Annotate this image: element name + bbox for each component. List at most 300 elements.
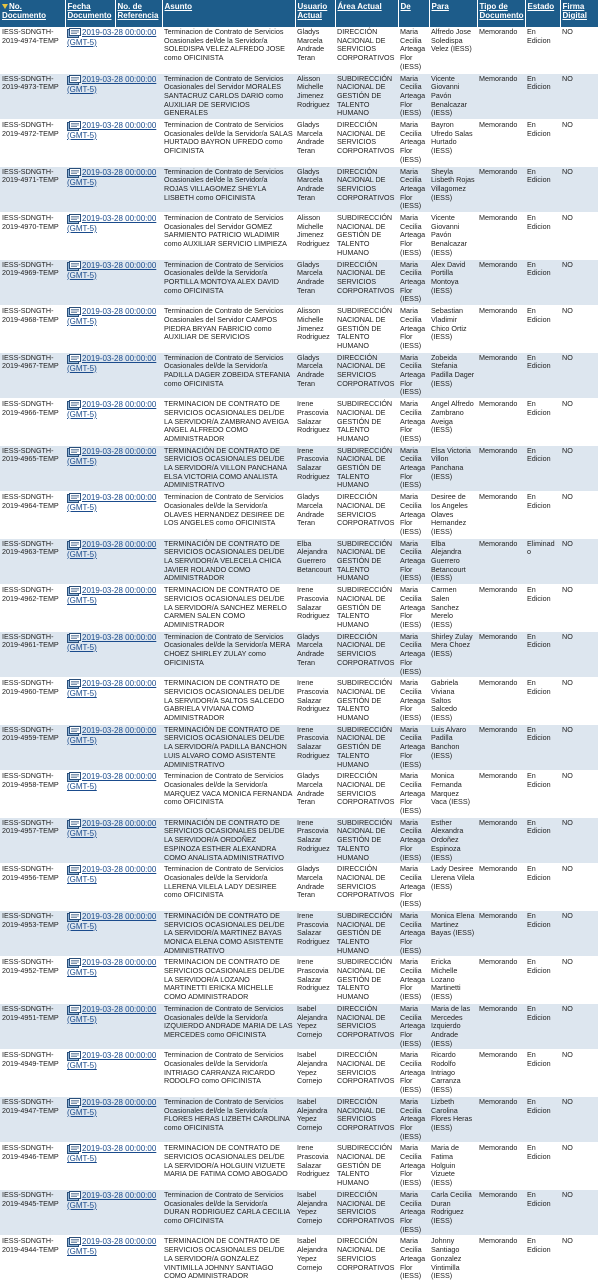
header-fecha-documento[interactable]: Fecha Documento [65,0,115,27]
table-row[interactable] [0,166,598,213]
cell-no-documento [0,213,65,260]
document-type: Memorando [479,585,518,595]
document-date-link[interactable]: 2019-03-28 00:00:00 [82,493,157,503]
current-area: SUBDIRECCIÓN NACIONAL DE GESTIÓN DE TALENTO HUMANO [337,538,393,583]
current-area: SUBDIRECCIÓN NACIONAL DE GESTIÓN DE TALENTO HUMANO [337,585,393,629]
sender: Maria Cecilia Arteaga Flor (IESS) [400,352,426,397]
cell-de [398,306,429,353]
table-row[interactable] [0,910,598,957]
table-row[interactable] [0,1050,598,1097]
document-date-link[interactable]: 2019-03-28 00:00:00 [82,353,157,363]
document-icon[interactable] [67,865,81,875]
cell-asunto [162,306,295,353]
document-subject: Terminacion de Contrato de Servicios Ocasionales del/de la Servidor/a LLERENA VILELA LADY DESIREE como OFICINISTA [164,864,284,900]
digital-signature: NO [562,817,573,827]
current-area: DIRECCIÓN NACIONAL DE SERVICIOS CORPORATIVOS [337,631,395,667]
cell-firma-digital [560,73,598,120]
table-row[interactable] [0,1003,598,1050]
header-para[interactable]: Para [429,0,477,27]
document-type: Memorando [479,492,518,502]
document-date-link[interactable]: 2019-03-28 00:00:00 [82,1097,157,1107]
document-icon[interactable] [67,261,81,271]
digital-signature: NO [562,306,573,316]
recipient: Desiree de los Angeles Olaves Hernandez (IESS) [431,492,468,536]
document-timezone-link[interactable]: (GMT-5) [67,642,97,652]
cell-tipo-documento [477,910,525,957]
document-icon[interactable] [67,214,81,224]
document-subject: TERMINACIÓN DE CONTRATO DE SERVICIOS OCASIONALES DEL/DE LA SERVIDOR/A MARTINEZ BAYAS MONICA ELENA COMO ASISTENTE ADMINISTRATIVO [164,910,285,955]
document-icon[interactable] [67,121,81,131]
cell-fecha-documento [65,631,157,678]
document-timezone-link[interactable]: (GMT-5) [67,1014,97,1024]
document-type: Memorando [479,631,518,641]
cell-de [398,910,429,957]
document-timezone-link[interactable]: (GMT-5) [67,224,97,234]
cell-tipo-documento [477,1050,525,1097]
sender: Maria Cecilia Arteaga Flor (IESS) [400,631,426,676]
cell-firma-digital [560,1189,598,1236]
document-date-link[interactable]: 2019-03-28 00:00:00 [82,1004,157,1014]
cell-area-actual [335,585,398,632]
cell-para [429,27,477,73]
sender: Maria Cecilia Arteaga Flor (IESS) [400,864,426,909]
current-area: SUBDIRECCIÓN NACIONAL DE GESTIÓN DE TALENTO HUMANO [337,724,393,769]
cell-fecha-documento [65,120,157,167]
document-icon[interactable] [67,307,81,317]
current-area: SUBDIRECCIÓN NACIONAL DE GESTIÓN DE TALENTO HUMANO [337,957,393,1002]
cell-tipo-documento [477,1096,525,1143]
document-timezone-link[interactable]: (GMT-5) [67,38,97,47]
recipient: Shirley Zulay Mera Choez (IESS) [431,631,473,659]
document-timezone-link[interactable]: (GMT-5) [67,549,97,559]
digital-signature: NO [562,585,573,595]
document-icon[interactable] [67,75,81,85]
document-type: Memorando [479,1003,518,1013]
document-timezone-link[interactable]: (GMT-5) [67,1061,97,1071]
header-area-actual[interactable]: Área Actual [335,0,398,27]
document-date-link[interactable]: 2019-03-28 00:00:00 [82,121,157,131]
document-type: Memorando [479,399,518,409]
cell-usuario-actual [295,724,335,771]
document-subject: TERMINACIÓN DE CONTRATO DE SERVICIOS OCASIONALES DEL/DE LA SERVIDOR/A ORDOÑEZ ESPINOZA ESTHER ALEXANDRA COMO ANALISTA ADMINISTRATIVO [164,817,285,862]
cell-de [398,27,429,73]
table-row[interactable] [0,120,598,167]
document-date-link[interactable]: 2019-03-28 00:00:00 [82,400,157,410]
cell-no-documento [0,538,65,585]
document-timezone-link[interactable]: (GMT-5) [67,828,97,838]
current-area: DIRECCIÓN NACIONAL DE SERVICIOS CORPORATIVOS [337,27,395,63]
cell-tipo-documento [477,724,525,771]
table-row[interactable] [0,538,598,585]
cell-area-actual [335,538,398,585]
document-icon[interactable] [67,679,81,689]
document-status: En Edicion [527,1096,551,1115]
table-row[interactable] [0,259,598,306]
document-icon[interactable] [67,28,81,38]
document-status: En Edicion [527,771,551,789]
document-timezone-link[interactable]: (GMT-5) [67,503,97,513]
cell-de [398,73,429,120]
cell-para [429,1189,477,1236]
current-area: SUBDIRECCIÓN NACIONAL DE GESTIÓN DE TALENTO HUMANO [337,817,393,862]
document-timezone-link[interactable]: (GMT-5) [67,456,97,466]
current-user: Irene Prascovia Salazar Rodriguez [297,910,330,946]
cell-asunto [162,399,295,446]
cell-tipo-documento [477,306,525,353]
header-tipo-documento[interactable]: Tipo de Documento [477,0,525,27]
cell-usuario-actual [295,259,335,306]
document-date-link[interactable]: 2019-03-28 00:00:00 [82,74,157,84]
document-icon[interactable] [67,633,81,643]
table-row[interactable] [0,352,598,399]
current-user: Irene Prascovia Salazar Rodriguez [297,445,330,481]
document-timezone-link[interactable]: (GMT-5) [67,689,97,699]
document-type: Memorando [479,352,518,362]
document-icon[interactable] [67,354,81,364]
recipient: Ericka Michelle Lozano Martinetti (IESS) [431,957,461,1002]
document-timezone-link[interactable]: (GMT-5) [67,270,97,280]
cell-no-documento [0,771,65,818]
document-icon[interactable] [67,540,81,550]
document-icon[interactable] [67,1144,81,1154]
cell-firma-digital [560,213,598,260]
header-asunto[interactable]: Asunto [162,0,295,27]
cell-tipo-documento [477,73,525,120]
cell-area-actual [335,864,398,911]
cell-asunto [162,864,295,911]
cell-asunto [162,27,295,73]
document-date-link[interactable]: 2019-03-28 00:00:00 [82,818,157,828]
document-date-link[interactable]: 2019-03-28 00:00:00 [82,1051,157,1061]
cell-no-documento [0,957,65,1004]
cell-firma-digital [560,445,598,492]
document-date-link[interactable]: 2019-03-28 00:00:00 [82,865,157,875]
cell-usuario-actual [295,864,335,911]
current-user: Isabel Alejandra Yepez Cornejo [297,1003,328,1039]
document-icon[interactable] [67,1098,81,1108]
document-subject: Terminacion de Contrato de Servicios Ocasionales del/de la Servidor/a ROJAS VILLAGOMEZ SHEYLA LISBETH como OFICINISTA [164,166,284,202]
cell-asunto [162,492,295,539]
header-no-referencia[interactable]: No. de Referencia [115,0,162,27]
cell-tipo-documento [477,1236,525,1283]
cell-estado [525,817,560,864]
cell-fecha-documento [65,213,157,260]
digital-signature: NO [562,864,573,874]
document-date-link[interactable]: 2019-03-28 00:00:00 [82,539,157,549]
document-type: Memorando [479,445,518,455]
document-timezone-link[interactable]: (GMT-5) [67,1247,97,1257]
sender: Maria Cecilia Arteaga Flor (IESS) [400,259,426,304]
digital-signature: NO [562,910,573,920]
table-row[interactable] [0,399,598,446]
document-subject: TERMINACION DE CONTRATO DE SERVICIOS OCASIONALES DEL/DE LA SERVIDOR/A SALTOS SALCEDO GABRIELA VIVIANA COMO ADMINISTRADOR [164,678,285,723]
document-icon[interactable] [67,912,81,922]
recipient: Sheyla Lisbeth Rojas Villagomez (IESS) [431,166,475,202]
sender: Maria Cecilia Arteaga Flor (IESS) [400,492,426,536]
table-row[interactable] [0,1096,598,1143]
cell-de [398,1143,429,1190]
document-icon[interactable] [67,1005,81,1015]
recipient: Vicente Giovanni Pavón Benalcazar (IESS) [431,213,467,257]
table-row[interactable] [0,585,598,632]
cell-usuario-actual [295,120,335,167]
document-subject: TERMINACIÓN DE CONTRATO DE SERVICIOS OCASIONALES DEL/DE LA SERVIDOR/A VELECELA CHICA JAVIER ROLANDO COMO ADMINISTRADOR [164,538,285,583]
document-timezone-link[interactable]: (GMT-5) [67,596,97,606]
cell-area-actual [335,399,398,446]
table-row[interactable] [0,1143,598,1190]
cell-area-actual [335,166,398,213]
table-row[interactable] [0,678,598,725]
sender: Maria Cecilia Arteaga Flor (IESS) [400,213,426,257]
cell-para [429,724,477,771]
document-number: IESS-SDNGTH-2019-4970-TEMP [2,213,59,231]
document-icon[interactable] [67,168,81,178]
cell-fecha-documento [65,492,157,539]
document-number: IESS-SDNGTH-2019-4962-TEMP [2,585,59,603]
cell-estado [525,492,560,539]
cell-tipo-documento [477,399,525,446]
table-row[interactable] [0,492,598,539]
document-number: IESS-SDNGTH-2019-4960-TEMP [2,678,59,696]
cell-firma-digital [560,306,598,353]
cell-usuario-actual [295,492,335,539]
document-date-link[interactable]: 2019-03-28 00:00:00 [82,725,157,735]
cell-para [429,1003,477,1050]
cell-asunto [162,724,295,771]
document-status: En Edicion [527,1189,551,1208]
digital-signature: NO [562,399,573,409]
document-timezone-link[interactable]: (GMT-5) [67,131,97,141]
header-estado[interactable]: Estado [525,0,560,27]
cell-usuario-actual [295,1003,335,1050]
table-row[interactable] [0,73,598,120]
cell-de [398,120,429,167]
cell-area-actual [335,213,398,260]
header-no-documento[interactable]: No. Documento [0,0,65,27]
cell-firma-digital [560,120,598,167]
table-row[interactable] [0,957,598,1004]
current-area: DIRECCIÓN NACIONAL DE SERVICIOS CORPORATIVOS [337,1236,395,1272]
cell-firma-digital [560,259,598,306]
cell-fecha-documento [65,678,157,725]
cell-para [429,771,477,818]
cell-de [398,1050,429,1097]
document-date-link[interactable]: 2019-03-28 00:00:00 [82,772,157,782]
cell-para [429,1143,477,1190]
cell-fecha-documento [65,27,157,73]
cell-tipo-documento [477,678,525,725]
recipient: Carmen Salen Sanchez Merelo (IESS) [431,585,459,629]
current-area: DIRECCIÓN NACIONAL DE SERVICIOS CORPORATIVOS [337,492,395,528]
table-row[interactable] [0,1236,598,1283]
recipient: Esther Alexandra Ordoñez Espinoza (IESS) [431,817,464,862]
document-timezone-link[interactable]: (GMT-5) [67,875,97,885]
current-user: Isabel Alejandra Yepez Cornejo [297,1236,328,1272]
document-date-link[interactable]: 2019-03-28 00:00:00 [82,1237,157,1247]
current-area: DIRECCIÓN NACIONAL DE SERVICIOS CORPORATIVOS [337,352,395,388]
cell-area-actual [335,817,398,864]
document-date-link[interactable]: 2019-03-28 00:00:00 [82,1190,157,1200]
cell-firma-digital [560,771,598,818]
current-user: Gladys Marcela Andrade Teran [297,166,325,202]
cell-asunto [162,631,295,678]
digital-signature: NO [562,1143,573,1153]
cell-firma-digital [560,957,598,1004]
sender: Maria Cecilia Arteaga Flor (IESS) [400,1096,426,1141]
document-subject: Terminacion de Contrato de Servicios Ocasionales del/de la Servidor/a FLORES HERAS LIZBETH CAROLINA como OFICINISTA [164,1096,290,1132]
cell-estado [525,957,560,1004]
document-timezone-link[interactable]: (GMT-5) [67,177,97,187]
document-date-link[interactable]: 2019-03-28 00:00:00 [82,679,157,689]
document-timezone-link[interactable]: (GMT-5) [67,410,97,420]
table-row[interactable] [0,864,598,911]
current-user: Gladys Marcela Andrade Teran [297,27,325,63]
document-date-link[interactable]: 2019-03-28 00:00:00 [82,28,157,37]
cell-no-documento [0,73,65,120]
document-icon[interactable] [67,819,81,829]
document-icon[interactable] [67,726,81,736]
document-number: IESS-SDNGTH-2019-4958-TEMP [2,771,59,789]
recipient: Lizbeth Carolina Flores Heras (IESS) [431,1096,473,1132]
document-timezone-link[interactable]: (GMT-5) [67,921,97,931]
cell-estado [525,585,560,632]
digital-signature: NO [562,631,573,641]
cell-fecha-documento [65,259,157,306]
cell-asunto [162,166,295,213]
cell-fecha-documento [65,585,157,632]
cell-area-actual [335,1189,398,1236]
cell-no-documento [0,445,65,492]
document-number: IESS-SDNGTH-2019-4966-TEMP [2,399,59,417]
document-date-link[interactable]: 2019-03-28 00:00:00 [82,1144,157,1154]
cell-no-documento [0,259,65,306]
cell-fecha-documento [65,1189,157,1236]
cell-no-documento [0,27,65,73]
document-timezone-link[interactable]: (GMT-5) [67,968,97,978]
document-timezone-link[interactable]: (GMT-5) [67,1154,97,1164]
recipient: Lady Desiree Llerena Vilela (IESS) [431,864,475,891]
current-user: Irene Prascovia Salazar Rodriguez [297,1143,330,1179]
document-date-link[interactable]: 2019-03-28 00:00:00 [82,632,157,642]
cell-usuario-actual [295,585,335,632]
document-date-link[interactable]: 2019-03-28 00:00:00 [82,260,157,270]
current-user: Gladys Marcela Andrade Teran [297,864,325,900]
cell-area-actual [335,259,398,306]
document-status: En Edicion [527,492,551,510]
header-usuario-actual[interactable]: Usuario Actual [295,0,335,27]
table-row[interactable] [0,27,598,73]
cell-asunto [162,538,295,585]
recipient: Vicente Giovanni Pavón Benalcazar (IESS) [431,73,467,118]
table-row[interactable] [0,445,598,492]
cell-para [429,585,477,632]
sort-down-icon [2,4,8,9]
sender: Maria Cecilia Arteaga Flor (IESS) [400,1143,426,1188]
digital-signature: NO [562,120,573,130]
document-icon[interactable] [67,772,81,782]
cell-asunto [162,910,295,957]
document-status: En Edicion [527,259,551,278]
cell-de [398,957,429,1004]
document-timezone-link[interactable]: (GMT-5) [67,782,97,792]
recipient: Monica Fernanda Marquez Vaca (IESS) [431,771,471,807]
document-icon[interactable] [67,493,81,503]
table-row[interactable] [0,1189,598,1236]
table-row[interactable] [0,817,598,864]
current-user: Irene Prascovia Salazar Rodriguez [297,585,330,621]
cell-tipo-documento [477,166,525,213]
document-timezone-link[interactable]: (GMT-5) [67,317,97,327]
document-timezone-link[interactable]: (GMT-5) [67,1200,97,1210]
table-row[interactable] [0,631,598,678]
sender: Maria Cecilia Arteaga Flor (IESS) [400,399,426,443]
document-icon[interactable] [67,958,81,968]
document-subject: Terminacion de Contrato de Servicios Ocasionales del/de la Servidor/a PORTILLA MONTOYA ALEX DAVID como OFICINISTA [164,259,284,295]
digital-signature: NO [562,1096,573,1106]
document-status: En Edicion [527,631,551,650]
cell-area-actual [335,27,398,73]
cell-usuario-actual [295,1143,335,1190]
document-icon[interactable] [67,400,81,410]
cell-estado [525,1003,560,1050]
document-subject: TERMINACION DE CONTRATO DE SERVICIOS OCASIONALES DEL/DE LA SERVIDOR/A SANCHEZ MERELO CARMEN SALEN COMO ADMINISTRADOR [164,585,287,629]
table-row[interactable] [0,771,598,818]
header-firma-digital[interactable]: Firma Digital [560,0,598,27]
cell-fecha-documento [65,73,157,120]
document-date-link[interactable]: 2019-03-28 00:00:00 [82,911,157,921]
header-de[interactable]: De [398,0,429,27]
digital-signature: NO [562,259,573,269]
document-subject: Terminacion de Contrato de Servicios Ocasionales del Servidor MORALES SANTACRUZ CARLOS DARIO como AUXILIAR DE SERVICIOS GENERALES [164,73,284,118]
digital-signature: NO [562,166,573,176]
document-timezone-link[interactable]: (GMT-5) [67,84,97,94]
current-user: Irene Prascovia Salazar Rodriguez [297,399,330,435]
sender: Maria Cecilia Arteaga Flor (IESS) [400,73,426,118]
document-icon[interactable] [67,1237,81,1247]
document-type: Memorando [479,538,518,548]
cell-asunto [162,1003,295,1050]
table-row[interactable] [0,724,598,771]
document-icon[interactable] [67,586,81,596]
document-date-link[interactable]: 2019-03-28 00:00:00 [82,446,157,456]
sender: Maria Cecilia Arteaga Flor (IESS) [400,957,426,1002]
current-area: SUBDIRECCIÓN NACIONAL DE GESTIÓN DE TALENTO HUMANO [337,399,393,443]
document-icon[interactable] [67,1051,81,1061]
document-status: En Edicion [527,1003,551,1022]
document-date-link[interactable]: 2019-03-28 00:00:00 [82,167,157,177]
cell-para [429,306,477,353]
cell-estado [525,538,560,585]
table-row[interactable] [0,306,598,353]
document-date-link[interactable]: 2019-03-28 00:00:00 [82,214,157,224]
recipient: Alex David Portilla Montoya (IESS) [431,259,466,295]
cell-estado [525,352,560,399]
cell-para [429,1050,477,1097]
document-timezone-link[interactable]: (GMT-5) [67,363,97,373]
current-user: Gladys Marcela Andrade Teran [297,120,325,156]
document-timezone-link[interactable]: (GMT-5) [67,735,97,745]
cell-fecha-documento [65,352,157,399]
document-date-link[interactable]: 2019-03-28 00:00:00 [82,958,157,968]
document-icon[interactable] [67,447,81,457]
cell-asunto [162,771,295,818]
sender: Maria Cecilia Arteaga Flor (IESS) [400,585,426,629]
table-row[interactable] [0,213,598,260]
document-icon[interactable] [67,1191,81,1201]
document-date-link[interactable]: 2019-03-28 00:00:00 [82,307,157,317]
document-timezone-link[interactable]: (GMT-5) [67,1107,97,1117]
document-date-link[interactable]: 2019-03-28 00:00:00 [82,586,157,596]
